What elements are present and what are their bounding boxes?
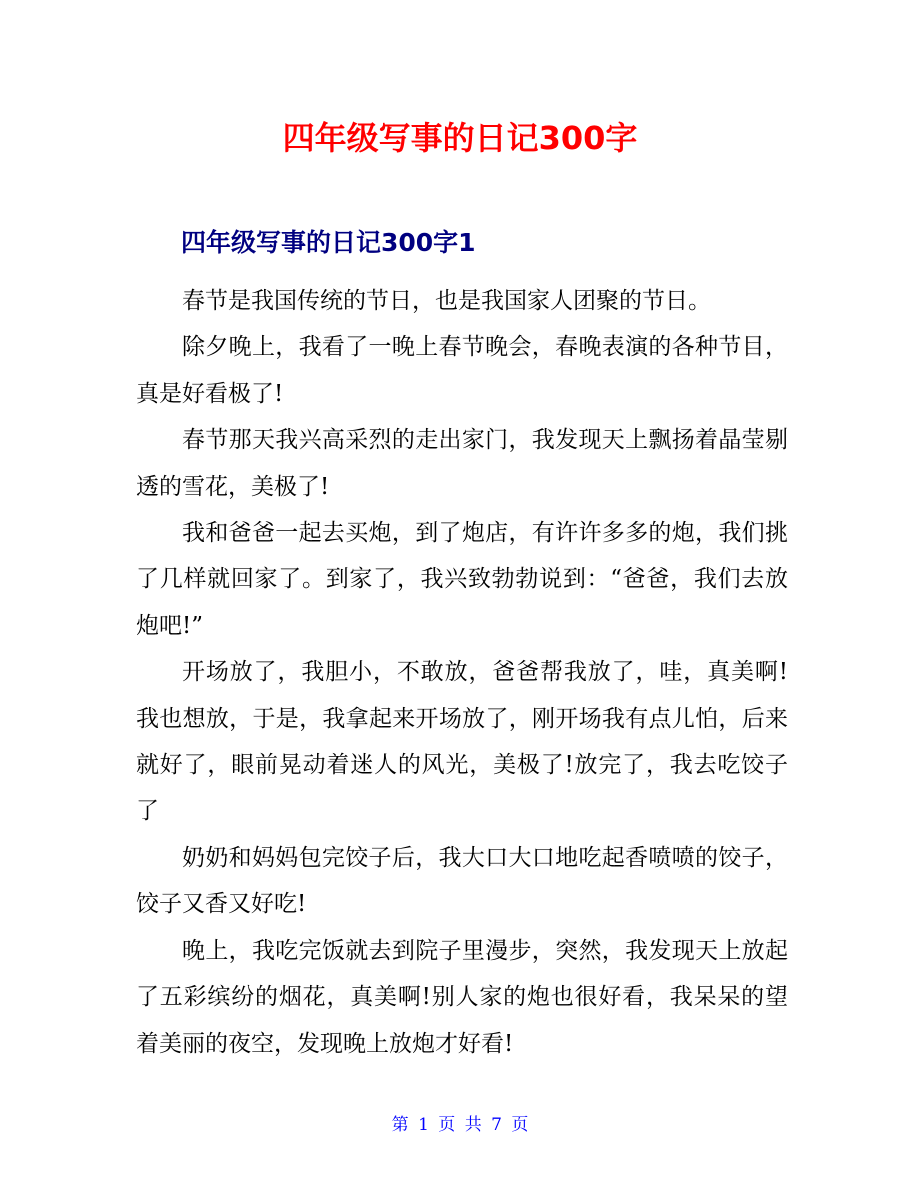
paragraph: 开场放了，我胆小，不敢放，爸爸帮我放了，哇，真美啊!我也想放，于是，我拿起来开场放了，刚开场我有点儿怕，后来就好了，眼前晃动着迷人的风光，美极了!放完了，我去吃饺子了: [136, 659, 788, 825]
paragraph: 晚上，我吃完饭就去到院子里漫步，突然，我发现天上放起了五彩缤纷的烟花，真美啊!别人家的炮也很好看，我呆呆的望着美丽的夜空，发现晚上放炮才好看!: [136, 937, 788, 1057]
document-title: 四年级写事的日记300字: [282, 119, 638, 157]
document-body: [136, 278, 788, 1067]
paragraph: 春节那天我兴高采烈的走出家门，我发现天上飘扬着晶莹剔透的雪花，美极了!: [136, 427, 788, 500]
paragraph: 除夕晚上，我看了一晚上春节晚会，春晚表演的各种节目，真是好看极了!: [136, 334, 788, 407]
section-heading: 四年级写事的日记300字1: [181, 228, 476, 257]
paragraph: 春节是我国传统的节日，也是我国家人团聚的节日。: [182, 288, 711, 314]
paragraph: 奶奶和妈妈包完饺子后，我大口大口地吃起香喷喷的饺子，饺子又香又好吃!: [136, 844, 788, 918]
paragraph: 我和爸爸一起去买炮，到了炮店，有许许多多的炮，我们挑了几样就回家了。到家了，我兴致勃勃说到：“爸爸，我们去放炮吧!”: [136, 520, 788, 639]
page-number-footer: 第 1 页 共 7 页: [391, 1115, 529, 1135]
